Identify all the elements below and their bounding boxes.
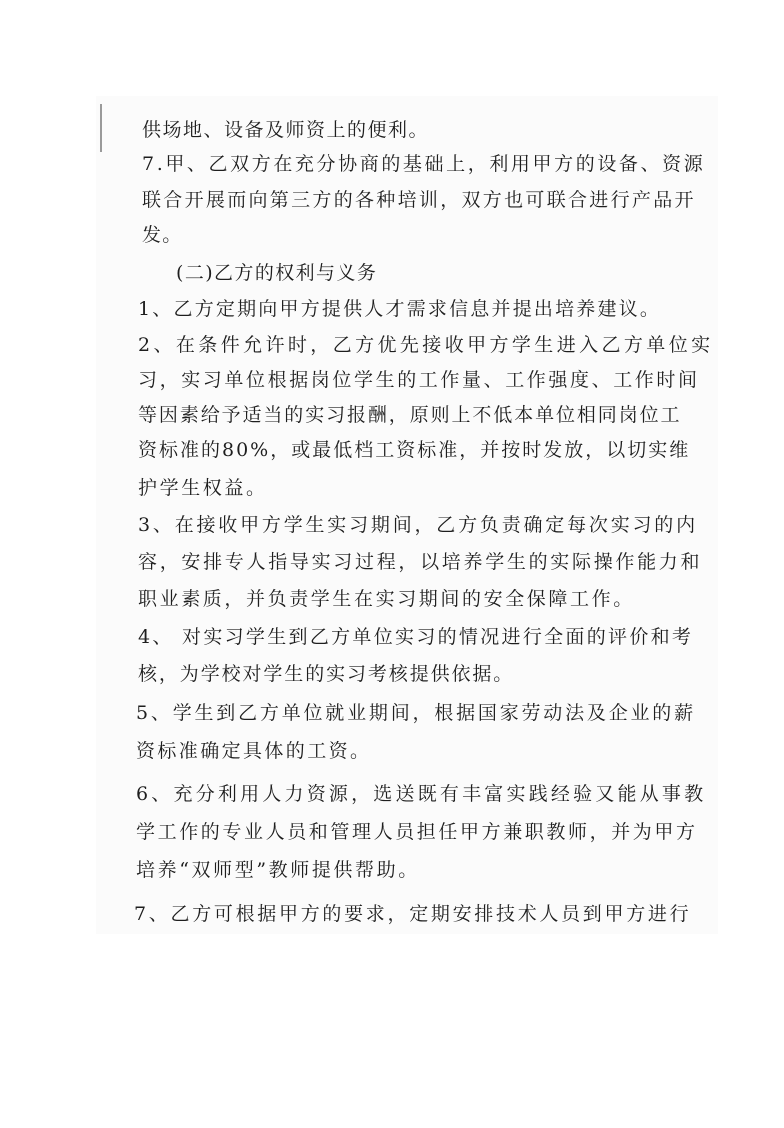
item-2-line: 2、在条件允许时，乙方优先接收甲方学生进入乙方单位实 [138,334,714,356]
clause-7-line: 7.甲、乙双方在充分协商的基础上，利用甲方的设备、资源 [142,153,706,175]
text-line: 习，实习单位根据岗位学生的工作量、工作强度、工作时间 [138,369,700,391]
text-line: 资标准确定具体的工资。 [136,740,372,762]
item-5-line: 5、学生到乙方单位就业期间，根据国家劳动法及企业的薪 [136,702,696,724]
item-4-line: 4、 对实习学生到乙方单位实习的情况进行全面的评价和考 [138,626,694,648]
text-line: 职业素质，并负责学生在实习期间的安全保障工作。 [138,588,635,610]
item-6-line: 6、充分利用人力资源，选送既有丰富实践经验又能从事教 [136,783,707,805]
text-line: 核，为学校对学生的实习考核提供依据。 [138,663,515,685]
text-line: 联合开展而向第三方的各种培训，双方也可联合进行产品开 [142,189,696,211]
text-line: 容，安排专人指导实习过程，以培养学生的实际操作能力和 [138,551,703,573]
text-line: 等因素给予适当的实习报酬，原则上不低本单位相同岗位工 [138,404,682,426]
text-line: 供场地、设备及师资上的便利。 [142,119,430,141]
item-1-line: 1、乙方定期向甲方提供人才需求信息并提出培养建议。 [138,298,662,320]
text-line: 发。 [142,224,183,246]
text-line: 学工作的专业人员和管理人员担任甲方兼职教师，并为甲方 [136,821,698,843]
item-7-line: 7、乙方可根据甲方的要求，定期安排技术人员到甲方进行 [134,903,692,925]
item-3-line: 3、在接收甲方学生实习期间，乙方负责确定每次实习的内 [138,514,698,536]
text-line: 护学生权益。 [138,477,268,499]
text-line: 培养“双师型”教师提供帮助。 [136,859,420,881]
text-line: 资标准的80%，或最低档工资标准，并按时发放，以切实维 [138,439,691,461]
section-heading: (二)乙方的权利与义务 [176,262,378,284]
